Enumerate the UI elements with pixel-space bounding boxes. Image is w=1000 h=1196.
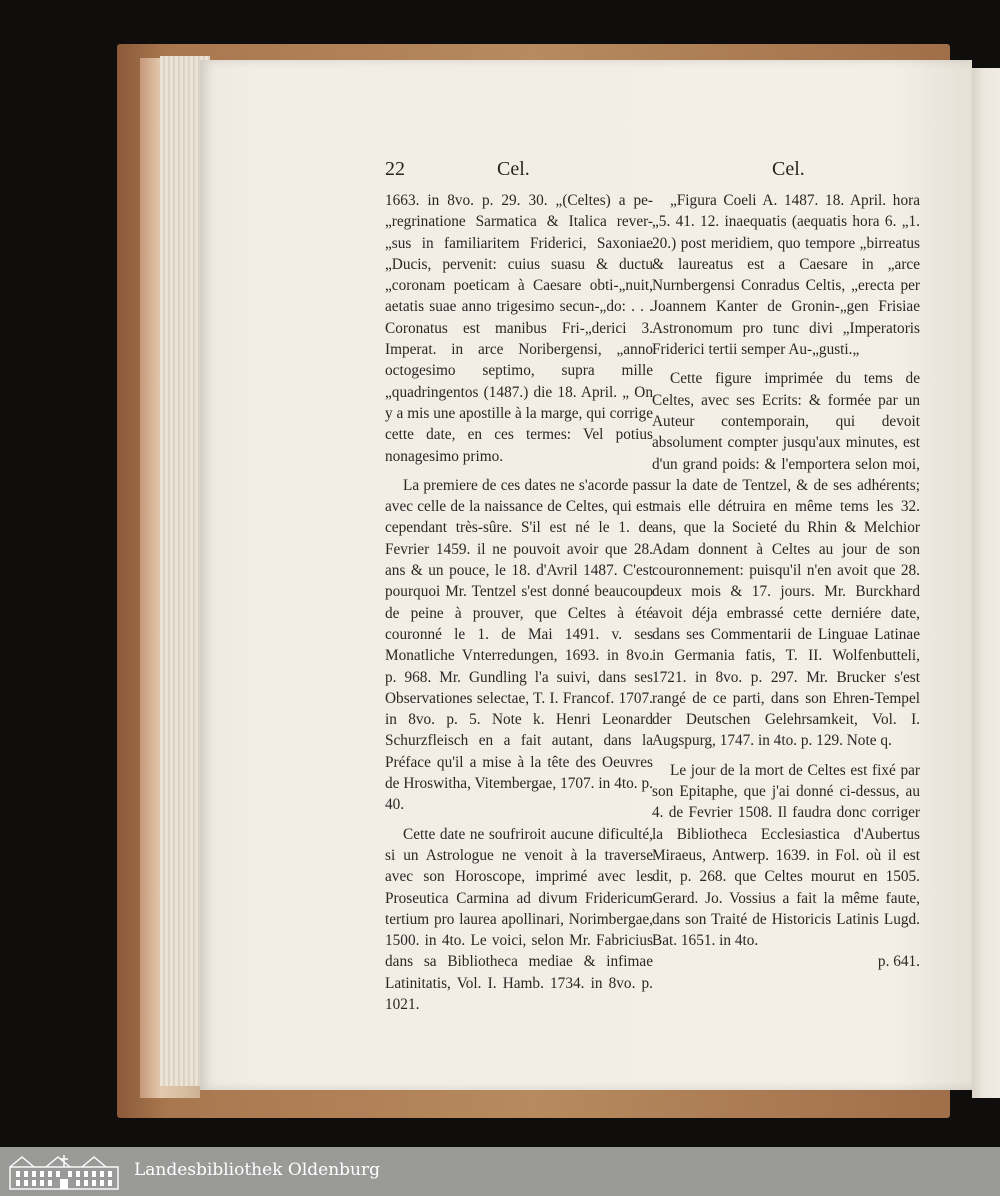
facing-page-edge	[972, 68, 1000, 1098]
paragraph: Le jour de la mort de Celtes est fixé par son Epitaphe, que j'ai donné ci-dessus, au 4. de Fevrier 1508. Il faudra donc corriger la Bibliotheca Ecclesiastica d'Aubertus Miraeus, Antwerp. 1639. in Fol. où il est dit, p. 268. que Celtes mourut en 1505. Gerard. Jo. Vossius a fait la même faute, dans son Traité de Historicis Latinis Lugd. Bat. 1651. in 4to.	[652, 761, 920, 950]
paragraph: Cette figure imprimée du tems de Celtes, avec ses Ecrits: & formée par un Auteur contemporain, qui devoit absolument compter jusqu'aux minutes, est d'un grand poids: & l'emportera selon moi, sur la date de Tentzel, & de ses adhérents; mais elle détruira en même tems les 32. ans, que la Societé du Rhin & Melchior Adam donnent à Celtes au jour de son couronnement: puisqu'il n'en avoit que 28. deux mois & 17. jours. Mr. Burckhard avoit déja embrassé cette derniére date, dans ses Commentarii de Linguae Latinae in Germania fatis, T. II. Wolfenbutteli, 1721. in 8vo. p. 297. Mr. Brucker s'est rangé de ce parti, dans son Ehren-Tempel der Deutschen Gelehrsamkeit, Vol. I. Augspurg, 1747. in 4to. p. 129. Note q.	[652, 370, 920, 750]
paragraph-continuation: p. 641.	[877, 953, 920, 971]
library-building-icon	[8, 1153, 120, 1191]
paragraph: 1663. in 8vo. p. 29. 30. „(Celtes) a pe-„regrinatione Sarmatica & Italica rever-„sus in familiaritem Friderici, Saxoniae „Ducis, pervenit: cuius suasu & ductu „coronam poeticam à Caesare obti-„nuit, aetatis suae anno trigesimo secun-„do: . . . Coronatus est manibus Fri-„derici 3. Imperat. in arce Noribergensi, „anno octogesimo septimo, supra mille „quadringentos (1487.) die 18. April. „ On y a mis une apostille à la marge, qui corrige cette date, en ces termes: Vel potius nonagesimo primo.	[385, 192, 653, 465]
left-column	[385, 190, 653, 1023]
paragraph: La premiere de ces dates ne s'acorde pas avec celle de la naissance de Celtes, qui est cependant très-sûre. S'il est né le 1. de Fevrier 1459. il ne pouvoit avoir que 28. ans & un pouce, le 18. d'Avril 1487. C'est pourquoi Mr. Tentzel s'est donné beaucoup de peine à prouver, que Celtes à été couronné le 1. de Mai 1491. v. ses Monatliche Vnterredungen, 1693. in 8vo. p. 968. Mr. Gundling l'a suivi, dans ses Observationes selectae, T. I. Francof. 1707. in 8vo. p. 5. Note k. Henri Leonard Schurzfleisch en a fait autant, dans la Préface qu'il a mise à la tête des Oeuvres de Hroswitha, Vitembergae, 1707. in 4to. p. 40.	[385, 476, 653, 814]
library-name: Landesbibliothek Oldenburg	[134, 1160, 381, 1180]
right-column	[652, 190, 920, 981]
paragraph: Cette date ne soufriroit aucune dificulté, si un Astrologue ne venoit à la traverse avec son Horoscope, imprimé avec les Proseutica Carmina ad divum Fridericum tertium pro laurea apollinari, Norimbergae, 1500. in 4to. Le voici, selon Mr. Fabricius dans sa Bibliotheca mediae & infimae Latinitatis, Vol. I. Hamb. 1734. in 8vo. p. 1021.	[385, 825, 653, 1013]
footer-bar	[0, 1147, 1000, 1196]
page-number: 22	[385, 158, 405, 180]
running-head-left: Cel.	[497, 158, 530, 180]
paragraph: „Figura Coeli A. 1487. 18. April. hora „5. 41. 12. inaequatis (aequatis hora 6. „1. 20.) post meridiem, quo tempore „birreatus & laureatus est a Caesare in „arce Nurnbergensi Conradus Celtis, „erecta per Joannem Kanter de Gronin-„gen Frisiae Astronomum pro tunc divi „Imperatoris Friderici tertii semper Au-„gusti.„	[652, 192, 920, 359]
running-head-right: Cel.	[772, 158, 805, 180]
